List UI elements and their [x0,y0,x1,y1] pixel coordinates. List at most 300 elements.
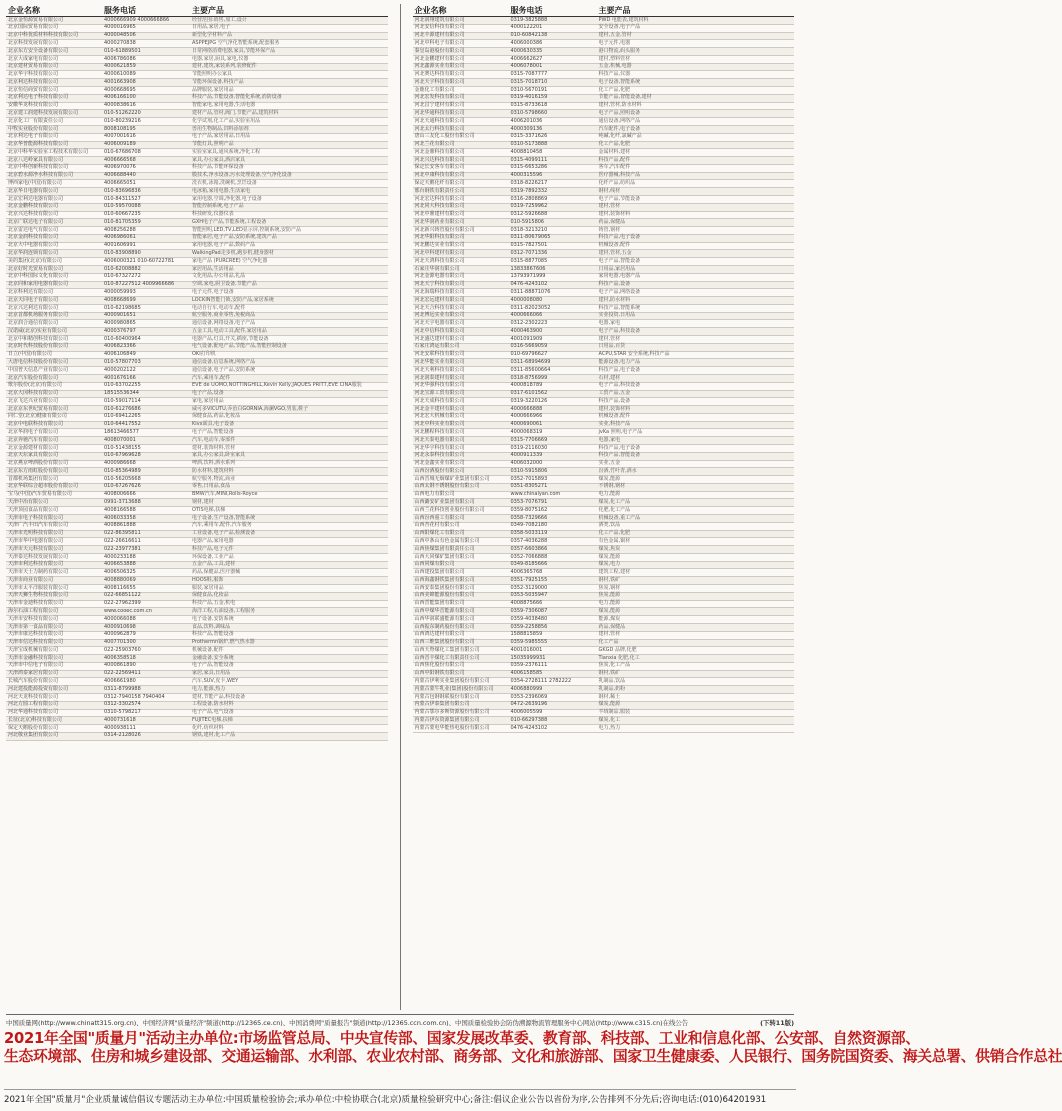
service-phone-cell: 4000666909 4000666866 [104,16,170,23]
company-name-cell: 安徽华龙科技有限公司 [8,102,59,109]
service-phone-cell: 4006688440 [104,172,136,179]
company-name-cell: 山西焦煤集团有限责任公司 [414,545,475,552]
main-products-cell: 机械设备,配件 [598,242,631,249]
main-products-cell: 科技产品,节能设备,智能化系统,消防设备 [192,94,282,101]
main-products-cell: 乳制品,饮品 [598,678,626,684]
company-name-cell: 河北宏发科技有限公司 [414,94,465,101]
company-name-cell: 北京东方安全设备有限公司 [8,47,69,54]
service-phone-cell: 010-61889501 [104,47,141,54]
company-name-cell: 北京润合通信有限公司 [8,320,59,327]
service-phone-cell: 0312-5926688 [510,211,548,218]
table-row [6,328,388,336]
company-name-cell: 美的集团(北京)有限公司 [8,257,62,264]
company-name-cell: 山西杏花村有限公司 [414,522,460,529]
company-name-cell: 中国普天信息产业有限公司 [8,366,69,373]
service-phone-cell: 0359-8075162 [510,506,548,513]
company-name-cell: 北京八达岭家具有限公司 [8,156,64,163]
service-phone-cell: 0359-2258856 [510,623,548,630]
company-name-cell: 北京宏利达电器有限公司 [8,195,64,202]
main-products-cell: 化学试剂,化工产品,实验室用品 [192,117,261,124]
header-service-phone: 服务电话 [104,5,136,15]
company-name-cell: 山西天脊煤化工集团有限公司 [414,646,480,653]
company-name-cell: 北京兴达利达有限公司 [8,304,59,311]
service-phone-cell: 1588815859 [510,631,543,638]
company-name-cell: 北京京东世纪贸易有限公司 [8,405,69,412]
main-products-cell: 电力,能源 [598,491,621,498]
organizers-banner [4,1030,1062,1086]
main-products-cell: Kivx面具,电子设备 [192,421,235,428]
company-name-cell: 天津市光明科技有限公司 [8,530,64,537]
table-row [6,79,388,87]
main-products-cell: 汽车,乘用车,配件,汽车服务 [192,522,252,529]
main-products-cell: 科技产品,五金,机电 [192,600,236,607]
table-row [6,717,388,725]
service-phone-cell: 0991-3713688 [104,499,141,506]
service-phone-cell: 4000690061 [510,421,543,428]
main-products-cell: 建材,管材,防水材料 [598,102,642,109]
main-products-cell: 科技产品,配件 [598,156,631,163]
company-name-cell: 河北天宇科技有限公司 [414,78,465,85]
service-phone-cell: 4000270838 [104,39,136,46]
company-name-cell: 北京雷达电气有限公司 [8,226,59,233]
company-name-cell: 河北海瑞科技有限公司 [414,288,465,295]
service-phone-cell: 0310-5670191 [510,86,548,93]
main-products-cell: 零售,日用品,食品 [192,483,231,490]
main-products-cell: 港口物流,码头服务 [598,47,641,54]
service-phone-cell: 010-67686708 [104,148,141,155]
table-header [6,4,388,17]
company-name-cell: 山西汾西重工有限公司 [414,514,465,521]
company-name-cell: 山西阳煤化工有限公司 [414,530,465,537]
company-name-cell: 河北赛达科技有限公司 [414,71,465,78]
company-name-cell: 北京国际贸易有限公司 [8,24,59,31]
company-name-cell: 北京广联达电子有限公司 [8,218,64,225]
main-products-cell: 电子产品,照明设备 [598,109,641,116]
table-row [6,367,388,375]
service-phone-cell: 4006986061 [104,234,136,241]
company-name-cell: 山西汾酒股份有限公司 [414,467,465,474]
main-products-cell: jvKa 照明,电子产品 [598,429,643,435]
main-products-cell: 保健食品,化妆品 [192,592,229,599]
table-row [413,289,795,297]
service-phone-cell: 0319-7259962 [510,203,548,210]
main-products-cell: 环保设备,工业产品 [192,553,234,560]
main-products-cell: 新型化学材料产品 [192,32,233,39]
company-name-cell: 河北华通科技有限公司 [414,109,465,116]
main-products-cell: 石材,建材 [598,374,621,381]
company-name-cell: 河北方圆工程有限公司 [8,701,59,708]
company-name-cell: 内蒙古蒙电华能热电股份有限公司 [414,724,490,731]
main-products-cell: 家用电器,空调,净化器,电子设备 [192,195,262,202]
service-phone-cell: 0319-3825888 [510,16,548,23]
service-phone-cell: 4000066088 [104,615,136,622]
table-row [413,367,795,375]
main-products-cell: 科技产品,智能系统 [598,304,641,311]
service-phone-cell: 4000938111 [104,724,136,731]
service-phone-cell: 0315-7087777 [510,71,548,78]
service-phone-cell: 022-27962399 [104,600,141,607]
service-phone-cell: 010-69412265 [104,413,141,420]
service-phone-cell: 4006970076 [104,164,136,171]
main-products-cell: 五金,机械,电器 [598,63,632,70]
company-name-cell: 天津市康达科技有限公司 [8,631,64,638]
company-name-cell: 河北兰花有限公司 [414,141,455,148]
service-phone-cell: 4000621859 [104,63,136,70]
main-products-cell: 电气设备,配电产品,节能产品,智能控制设备 [192,343,287,350]
table-row [6,507,388,515]
company-name-cell: 北京燕京啤酒股份有限公司 [8,460,69,467]
service-phone-cell: 4008256288 [104,226,136,233]
main-products-cell: 建材,节能产品,科技设备 [192,693,246,700]
main-products-cell: 建材,装饰材料 [598,211,631,218]
main-products-cell: 建材,防水材料 [598,296,631,303]
main-products-cell: 铸管,钢材 [598,226,621,233]
main-products-cell: OTIS电梯,扶梯 [192,506,226,513]
service-phone-cell: 4006823366 [104,343,136,350]
service-phone-cell: 4008006666 [104,491,136,498]
company-name-cell: 河北中科电子有限公司 [414,39,465,46]
main-products-cell: 实业,五金 [598,460,621,467]
company-name-cell: 河北润泰建材有限公司 [414,374,465,381]
main-products-cell: 钢铁,建材,化工产品 [192,732,236,739]
company-name-cell: 河北丰源建材有限公司 [414,32,465,39]
service-phone-cell: 010-66297388 [510,716,548,723]
service-phone-cell: 0359-7306087 [510,607,548,614]
company-name-cell: 北京华普能源科技有限公司 [8,141,69,148]
company-name-cell: 天津市天元科技有限公司 [8,545,64,552]
company-name-cell: 北京华润连锁有限公司 [8,250,59,257]
header-main-products: 主要产品 [598,5,631,15]
company-name-cell: 山西中条山有色金属有限公司 [414,537,480,544]
service-phone-cell: 0311-82023052 [510,304,551,311]
service-phone-cell: 15035999931 [510,654,546,661]
service-phone-cell: 4000980865 [104,320,136,327]
main-products-cell: 电器产品,灯具,开关,插座,节能设备 [192,335,269,342]
company-name-cell: 邢台钢铁有限责任公司 [414,187,465,194]
company-name-cell: 山西美锦能源股份有限公司 [414,592,475,599]
main-products-cell: 家用电器,电子产品,数码产品 [192,242,256,249]
company-name-cell: 河北天宁科技有限公司 [414,281,465,288]
service-phone-cell: www.chinalyan.com [510,491,561,498]
main-products-cell: 钢材,建材 [192,499,214,506]
service-phone-cell: 0312-7940158 7940404 [104,693,165,700]
main-products-cell: 煤炭,能源 [598,553,621,560]
service-phone-cell: 010-5915806 [510,218,545,225]
company-name-cell: 北京碧水源净水科技有限公司 [8,172,74,179]
service-phone-cell: 022-26616611 [104,537,141,544]
company-name-cell: 北京兴达科技有限公司 [8,211,59,218]
company-name-cell: 山西焦化股份有限公司 [414,662,465,669]
main-products-cell: 机械设备,配件 [192,646,224,653]
service-phone-cell: 0318-8756999 [510,374,548,381]
main-products-cell: 科技产品,智能设备 [598,452,641,459]
service-phone-cell: 4006078001 [510,63,543,70]
company-name-cell: 河北盛达建材有限公司 [414,335,465,342]
table-row [6,297,388,305]
main-products-cell: 科技产品,设备 [598,397,631,404]
table-row [413,48,795,56]
company-name-cell: 山西海鑫钢铁集团有限公司 [414,576,475,583]
table-row [6,110,388,118]
service-phone-cell: 4000818789 [510,382,543,389]
main-products-cell: ACPU,STAR 安全系统,科技产品 [598,351,670,358]
company-name-cell: 北京利达电子有限公司 [8,133,59,140]
company-name-cell: 河北华强科技有限公司 [414,382,465,389]
main-products-cell: LOCKIN智能门锁,安防产品,家居系统 [192,296,274,303]
service-phone-cell: 010-81705359 [104,218,141,225]
main-products-cell: 电子设备,生产设备,智能系统 [192,514,256,521]
main-products-cell: 防水材料,建筑材料 [192,467,234,474]
main-products-cell: 电子产品,网络设备 [598,288,641,295]
company-name-cell: 河北新兴铸管股份有限公司 [414,226,475,233]
table-row [413,608,795,616]
table-row [6,398,388,406]
company-name-cell: 长城汽车股份有限公司 [8,678,59,684]
service-phone-cell: 4008070001 [104,436,136,443]
main-products-cell: FUJITEC电梯,扶梯 [192,716,233,723]
service-phone-cell: 0310-5915806 [510,467,548,474]
service-phone-cell: 010-61276686 [104,405,141,412]
service-phone-cell: 010-69796627 [510,351,548,358]
company-name-cell: 北京科利达有限公司 [8,288,54,295]
service-phone-cell: 4000463900 [510,327,543,334]
company-name-cell: 河北安联科技有限公司 [414,351,465,358]
table-row [413,188,795,196]
service-phone-cell: 010-83696836 [104,187,141,194]
company-name-cell: 唐山三友化工股份有限公司 [414,133,475,140]
main-products-cell: 电子元件,电器 [598,39,631,46]
company-name-cell: 山西鸿达建材有限公司 [414,631,465,638]
main-products-cell: 电子产品,智能设备 [192,662,234,669]
main-products-cell: 电子产品,智能设备 [598,257,641,264]
service-phone-cell: 0317-6101562 [510,390,548,397]
company-name-cell: 北京好时光贸易有限公司 [8,265,64,272]
service-phone-cell: 4008166588 [104,506,136,513]
main-products-cell: 化工产品,化肥 [598,141,631,148]
service-phone-cell: 4000048506 [104,32,136,39]
main-products-cell: 电子产品,设备 [192,390,224,397]
main-products-cell: 化工产品,化肥 [598,86,631,93]
company-name-cell: 山西中煤华晋能源有限公司 [414,607,475,614]
main-products-cell: 节能灯具,照明产品 [192,141,234,148]
main-products-cell: 电动自行车,电动车,配件 [192,304,246,311]
company-name-cell: 山西潞安矿业集团有限公司 [414,499,475,506]
company-name-cell: 河北金鑫实业有限公司 [414,460,465,467]
table-row [6,577,388,585]
table-row [6,289,388,297]
service-phone-cell: 0311-8799988 [104,685,141,692]
main-products-cell: 日用品,家居,电子 [192,24,231,31]
service-phone-cell: 010-67267626 [104,483,141,490]
service-phone-cell: 0319-4016159 [510,94,548,101]
service-phone-cell: 0315-7706669 [510,436,548,443]
service-phone-cell: 0319-3220126 [510,397,548,404]
service-phone-cell: 0315-7018710 [510,78,548,85]
company-name-cell: 山西晋能集团有限公司 [414,600,465,607]
main-products-cell: 机械设备,配件 [598,413,631,420]
service-phone-cell: 0310-5173888 [510,141,548,148]
main-products-cell: 汽车,电动车,零部件 [192,436,236,443]
banner-line-2: 生态环境部、住房和城乡建设部、交通运输部、水利部、农业农村部、商务部、文化和旅游部、国家卫生健康委、人民银行、国务院国资委、海关总署、供销合作总社 [4,1048,1062,1065]
company-name-cell: 内蒙古伊东资源集团有限公司 [414,716,480,723]
company-name-cell: 山西晋丰煤化工有限责任公司 [414,654,480,661]
service-phone-cell: 0352-3129000 [510,584,548,591]
main-products-cell: 电子元件,电子设备 [192,288,234,295]
main-products-cell: 煤炭,能源 [598,701,621,708]
service-phone-cell: 4000962879 [104,631,136,638]
main-products-cell: 煤炭,化工 [598,716,621,723]
company-name-cell: 河北华通科技有限公司 [8,709,59,716]
service-phone-cell: 4006166100 [104,94,136,101]
company-name-cell: 北京东方雨虹股份有限公司 [8,467,69,474]
main-products-cell: 酒类,饮品 [598,522,621,529]
company-name-cell: 山西兰花科技创业股份有限公司 [414,506,485,513]
company-name-cell: 秦皇岛港股份有限公司 [414,47,465,54]
column-divider [400,4,401,1010]
company-name-cell: 金鹿化工有限公司 [414,86,455,93]
main-products-cell: 焦炭,能源 [598,592,621,599]
company-name-cell: 河北天成科技有限公司 [414,397,465,404]
right-rows [413,17,795,1010]
main-products-cell: 建材,管材,五金 [598,250,632,257]
company-name-cell: 山西振东制药股份有限公司 [414,623,475,630]
service-phone-cell: 010-59570088 [104,203,141,210]
service-phone-cell: 022-66851122 [104,592,141,599]
table-row [6,468,388,476]
main-products-cell: 药品,保健品,医疗器械 [192,569,241,576]
service-phone-cell: 0314-2128026 [104,732,141,739]
banner-line-1: 2021年全国"质量月"活动主办单位:市场监管总局、中央宣传部、国家发展改革委、教育部、科技部、工业和信息化部、公安部、自然资源部、 [4,1030,920,1047]
main-products-cell: 能源设备,电力产品 [598,358,641,365]
service-phone-cell: 0353-5035947 [510,592,548,599]
company-name-cell: 河北天合科技有限公司 [414,304,465,311]
company-name-cell: 北京科技发展有限公司 [8,39,59,46]
company-name-cell: 山西华润联盛能源有限公司 [414,615,475,622]
company-name-cell: 北京恒信商贸有限公司 [8,86,59,93]
main-products-cell: 化工产品,化肥 [598,530,631,537]
main-products-cell: 电器,家电 [598,436,621,443]
sites-line: 中国质量网(http://www.chinatt315.org.cn)、中国经济网"质量经济"频道(http://12365.ce.cn)、中国消费网"质量报告"频道(http://12365.ccn.com.cn)、中国质量检验协会防伪溯源物流管理服务中心网站(http://www.c315.cn)在线公告 [6,1018,689,1027]
company-name-cell: 河北金鹏建材有限公司 [414,55,465,62]
company-name-cell: 河北天利科技有限公司 [414,366,465,373]
table-row [413,725,795,733]
main-products-cell: 建材产品,管材,阀门,节能产品,建筑材料 [192,109,279,116]
main-products-cell: 家居用品,生活用品 [192,265,234,272]
company-name-cell: 天津市天士力制药有限公司 [8,569,69,576]
service-phone-cell: 0311-80679065 [510,234,551,241]
service-phone-cell: 0315-8733618 [510,102,548,109]
company-name-cell: 内蒙古鄂尔多斯资源股份有限公司 [414,709,490,716]
company-name-cell: 北京大中电器有限公司 [8,242,59,249]
service-phone-cell: 4000376797 [104,327,136,334]
service-phone-cell: 010-67969628 [104,452,141,459]
main-products-cell: 焦炭,钢材 [598,584,621,591]
service-phone-cell: 010-80239216 [104,117,141,124]
main-products-cell: 通信设备,电子产品,安防系统 [192,366,256,373]
main-products-cell: 工贸产品,五金 [598,390,631,397]
main-products-cell: 洗衣机,冰箱,洗碗机,烹饪设备 [192,180,257,186]
service-phone-cell: 010-85364989 [104,467,141,474]
service-phone-cell: 010-62198685 [104,304,141,311]
company-name-cell: 天津市金融科技有限公司 [8,654,64,661]
company-name-cell: 日立(中国)有限公司 [8,351,52,358]
service-phone-cell: 4000630335 [510,47,543,54]
service-phone-cell: 010-63702255 [104,382,141,389]
service-phone-cell: 0319-2116030 [510,444,548,451]
service-phone-cell: 0472-2639196 [510,701,548,708]
company-name-cell: 北京利达电子科技有限公司 [8,94,69,101]
company-name-cell: 首都机场集团有限公司 [8,475,59,482]
main-products-cell: 药品,保健品 [598,623,626,630]
service-phone-cell: 022-25903760 [104,646,141,653]
main-products-cell: 科技产品,电子设备 [598,234,641,241]
main-products-cell: 电子产品,节能设备 [598,195,641,202]
table-row [413,437,795,445]
table-row [413,297,795,305]
main-products-cell: 家用电器,电器产品 [598,273,641,280]
main-products-cell: 汾酒,竹叶青,酒水 [598,467,637,474]
service-phone-cell: 0310-5798217 [104,709,141,716]
table-row [413,686,795,694]
main-products-cell: 不锈钢,钢材 [598,483,626,490]
table-row [413,546,795,554]
company-name-cell: 河北金源电器有限公司 [414,273,465,280]
header-service-phone: 服务电话 [510,5,543,15]
service-phone-cell: 0353-2396069 [510,693,548,700]
company-name-cell: 山西电力有限公司 [414,491,455,498]
company-name-cell: 北京华润电子有限公司 [8,429,59,435]
service-phone-cell: 010-67327272 [104,273,141,280]
table-row [413,468,795,476]
company-name-cell: 河北华宇科技有限公司 [414,444,465,451]
service-phone-cell: 4006666568 [104,156,136,163]
main-products-cell: 电子产品,科技设备 [598,327,641,334]
company-name-cell: 保定长安客车有限公司 [414,164,465,171]
company-name-cell: 山西晋城无烟煤矿业集团有限公司 [414,475,490,482]
company-name-cell: 海尔石油工程有限公司 [8,607,59,614]
main-products-cell: 汽车,乘用车,配件 [192,374,231,381]
main-products-cell: 钢材,铁矿 [598,576,621,583]
main-products-cell: 实业投资,日用品 [598,312,636,319]
company-name-cell: 河北鹏达实业有限公司 [414,242,465,249]
service-phone-cell: 010-60842138 [510,32,548,39]
main-products-cell: ASPPEJPG 空气净化智能系统,配套服务 [192,39,280,46]
table-row [413,398,795,406]
service-phone-cell: 4000068319 [510,429,543,435]
company-name-cell: 河北天通科技有限公司 [414,117,465,124]
table-row [6,118,388,126]
main-products-cell: 电冰箱,家用电器,生活家电 [192,187,251,194]
main-products-cell: 能源,煤炭 [598,615,621,622]
company-name-cell: 河北鑫源实业有限公司 [414,63,465,70]
service-phone-cell: 0359-5985555 [510,639,548,646]
company-name-cell: 河北宏远建材有限公司 [414,296,465,303]
main-products-cell: 航空服务,物流,商业 [192,475,236,482]
main-products-cell: 钢材,线材 [598,187,621,194]
main-products-cell: Prothermn锅炉,燃气热水器 [192,639,255,646]
main-products-cell: 乳制品,奶粉 [598,685,626,692]
company-name-cell: 河北天鸿科技有限公司 [414,257,465,264]
service-phone-cell: 4000666966 [510,413,543,420]
service-phone-cell: 010-64417552 [104,421,141,428]
left-column [6,4,388,1010]
main-products-cell: 家具,办公家具,酒店家具 [192,156,246,163]
main-products-cell: 海洋工程,石油设备,工程服务 [192,607,256,614]
company-name-cell: 河北安信科技有限公司 [414,24,465,31]
table-row [413,79,795,87]
company-name-cell: 河北太行科技有限公司 [414,125,465,132]
main-products-cell: 科技产品,电子设备 [598,366,641,373]
